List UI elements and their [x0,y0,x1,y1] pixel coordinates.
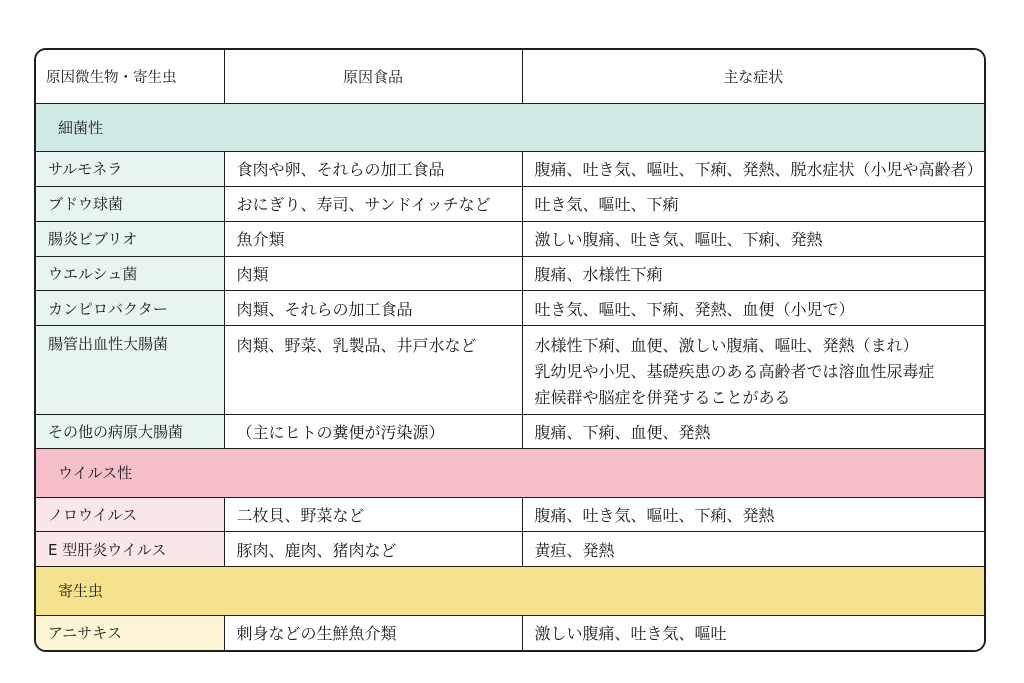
header-symptoms: 主な症状 [522,50,984,103]
table-row [36,615,984,650]
header-organism: 原因微生物・寄生虫 [36,50,224,103]
food-cell: 豚肉、鹿肉、猪肉など [224,532,522,567]
food-cell: 二枚貝、野菜など [224,497,522,532]
table-row [36,326,984,414]
symptoms-line: 症候群や脳症を併発することがある [534,388,791,408]
symptoms-cell [522,326,984,414]
food-cell: （主にヒトの糞便が汚染源） [224,414,522,449]
food-cell: 肉類、野菜、乳製品、井戸水など [224,326,522,414]
organism-cell: ウエルシュ菌 [36,256,224,291]
category-bacteria-row [36,103,984,151]
table-row [36,152,984,187]
category-parasite-row [36,567,984,615]
symptoms-cell: 激しい腹痛、吐き気、嘔吐、下痢、発熱 [522,221,984,256]
symptoms-line: 水様性下痢、血便、激しい腹痛、嘔吐、発熱（まれ） [534,336,919,356]
symptoms-cell: 吐き気、嘔吐、下痢 [522,186,984,221]
organism-cell: 腸管出血性大腸菌 [36,326,224,414]
organism-cell: アニサキス [36,615,224,650]
symptoms-cell: 激しい腹痛、吐き気、嘔吐 [522,615,984,650]
food-poisoning-table [34,48,986,652]
food-cell: 魚介類 [224,221,522,256]
category-parasite-label: 寄生虫 [36,567,984,615]
table-row [36,256,984,291]
table-row [36,291,984,326]
organism-cell: サルモネラ [36,152,224,187]
food-cell: 肉類、それらの加工食品 [224,291,522,326]
symptoms-cell: 腹痛、吐き気、嘔吐、下痢、発熱 [522,497,984,532]
food-cell: 刺身などの生鮮魚介類 [224,615,522,650]
organism-cell: 腸炎ビブリオ [36,221,224,256]
symptoms-cell: 腹痛、吐き気、嘔吐、下痢、発熱、脱水症状（小児や高齢者） [522,152,984,187]
symptoms-cell: 黄疸、発熱 [522,532,984,567]
table-row [36,221,984,256]
organism-cell: ブドウ球菌 [36,186,224,221]
category-virus-label: ウイルス性 [36,449,984,497]
table-row [36,414,984,449]
organism-cell: カンピロバクター [36,291,224,326]
table-row [36,186,984,221]
table-row [36,497,984,532]
food-cell: おにぎり、寿司、サンドイッチなど [224,186,522,221]
symptoms-cell: 腹痛、水様性下痢 [522,256,984,291]
symptoms-line: 乳幼児や小児、基礎疾患のある高齢者では溶血性尿毒症 [534,362,935,382]
header-food: 原因食品 [224,50,522,103]
table-row [36,532,984,567]
food-cell: 肉類 [224,256,522,291]
organism-cell: ノロウイルス [36,497,224,532]
category-virus-row [36,449,984,497]
food-cell: 食肉や卵、それらの加工食品 [224,152,522,187]
header-row [36,50,984,103]
symptoms-cell: 吐き気、嘔吐、下痢、発熱、血便（小児で） [522,291,984,326]
organism-cell: E 型肝炎ウイルス [36,532,224,567]
symptoms-cell: 腹痛、下痢、血便、発熱 [522,414,984,449]
organism-cell: その他の病原大腸菌 [36,414,224,449]
category-bacteria-label: 細菌性 [36,103,984,151]
